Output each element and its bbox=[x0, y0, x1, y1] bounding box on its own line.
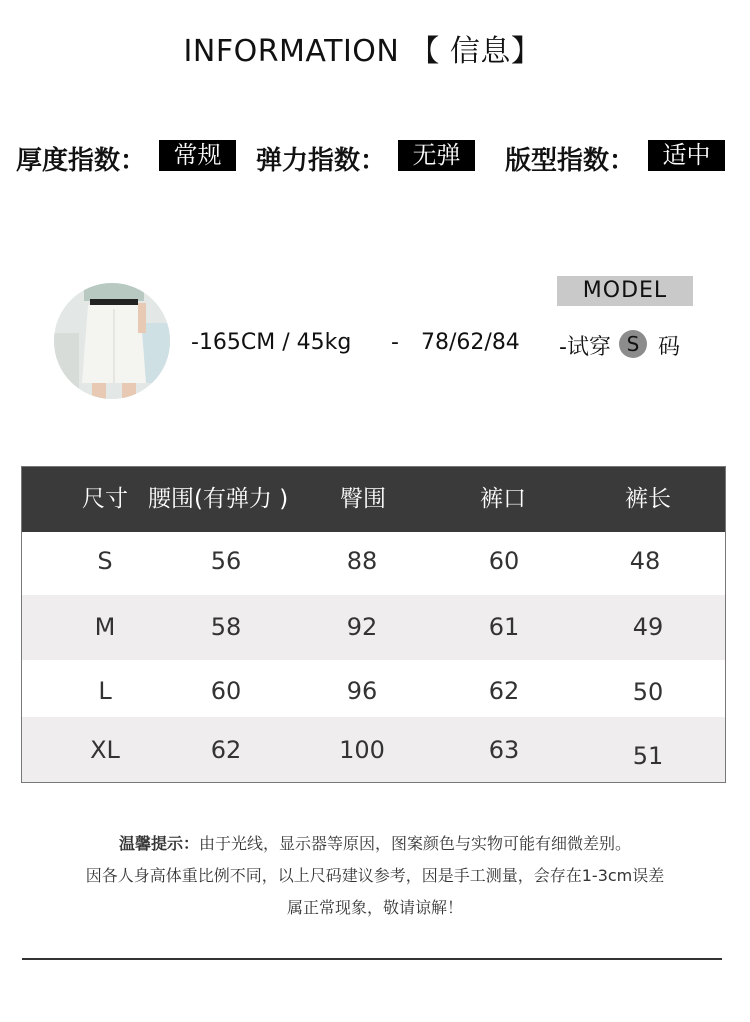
cell-waist: 58 bbox=[210, 613, 242, 641]
table-row bbox=[22, 532, 725, 595]
cell-waist: 60 bbox=[210, 677, 242, 705]
header-waist: 腰围(有弹力 ) bbox=[148, 486, 289, 512]
model-measurements: 78/62/84 bbox=[421, 330, 520, 355]
model-dash: - bbox=[391, 330, 399, 355]
page-title: INFORMATION 【 信息】 bbox=[183, 34, 542, 69]
cell-length: 49 bbox=[632, 613, 664, 641]
model-photo bbox=[54, 283, 170, 399]
cell-length: 48 bbox=[629, 547, 661, 575]
note-line-2: 因各人身高体重比例不同，以上尺码建议参考，因是手工测量，会存在1-3cm误差 bbox=[85, 866, 665, 885]
table-row bbox=[22, 717, 725, 782]
header-size: 尺寸 bbox=[82, 486, 128, 512]
elasticity-index-label: 弹力指数： bbox=[256, 146, 387, 176]
cell-size: XL bbox=[90, 736, 120, 764]
cell-size: S bbox=[97, 547, 113, 575]
model-try-label: -试穿 bbox=[559, 335, 611, 360]
cell-hip: 88 bbox=[346, 547, 378, 575]
elasticity-index-value: 无弹 bbox=[398, 140, 475, 171]
note-line-1 bbox=[0, 831, 750, 854]
cell-leg-opening: 61 bbox=[488, 613, 520, 641]
header-length: 裤长 bbox=[625, 486, 671, 512]
fit-index-label: 版型指数： bbox=[505, 146, 636, 176]
cell-hip: 92 bbox=[346, 613, 378, 641]
cell-leg-opening: 62 bbox=[488, 677, 520, 705]
size-table bbox=[21, 466, 726, 783]
cell-length: 50 bbox=[632, 678, 664, 706]
cell-size: L bbox=[98, 677, 112, 705]
header-leg-opening: 裤口 bbox=[480, 486, 526, 512]
cell-length: 51 bbox=[632, 742, 664, 770]
header-hip: 臀围 bbox=[340, 486, 386, 512]
fit-index-value: 适中 bbox=[648, 140, 725, 171]
table-header bbox=[22, 467, 725, 532]
model-figure-image bbox=[54, 283, 170, 399]
note-text-1: 由于光线，显示器等原因，图案颜色与实物可能有细微差别。 bbox=[199, 834, 632, 853]
cell-size: M bbox=[94, 613, 116, 641]
cell-leg-opening: 60 bbox=[488, 547, 520, 575]
bottom-divider bbox=[22, 958, 722, 960]
cell-leg-opening: 63 bbox=[488, 736, 520, 764]
note-line-3: 属正常现象，敬请谅解！ bbox=[286, 898, 463, 917]
note-label: 温馨提示： bbox=[118, 834, 199, 853]
cell-waist: 56 bbox=[210, 547, 242, 575]
cell-hip: 96 bbox=[346, 677, 378, 705]
cell-waist: 62 bbox=[210, 736, 242, 764]
model-size-badge: S bbox=[619, 330, 647, 358]
thickness-index-label: 厚度指数： bbox=[16, 146, 147, 176]
table-row bbox=[22, 660, 725, 717]
model-size-suffix: 码 bbox=[658, 335, 681, 360]
cell-hip: 100 bbox=[339, 736, 385, 764]
thickness-index-value: 常规 bbox=[159, 140, 236, 171]
table-row bbox=[22, 595, 725, 660]
model-height-weight: -165CM / 45kg bbox=[191, 330, 352, 355]
model-badge: MODEL bbox=[557, 276, 693, 306]
